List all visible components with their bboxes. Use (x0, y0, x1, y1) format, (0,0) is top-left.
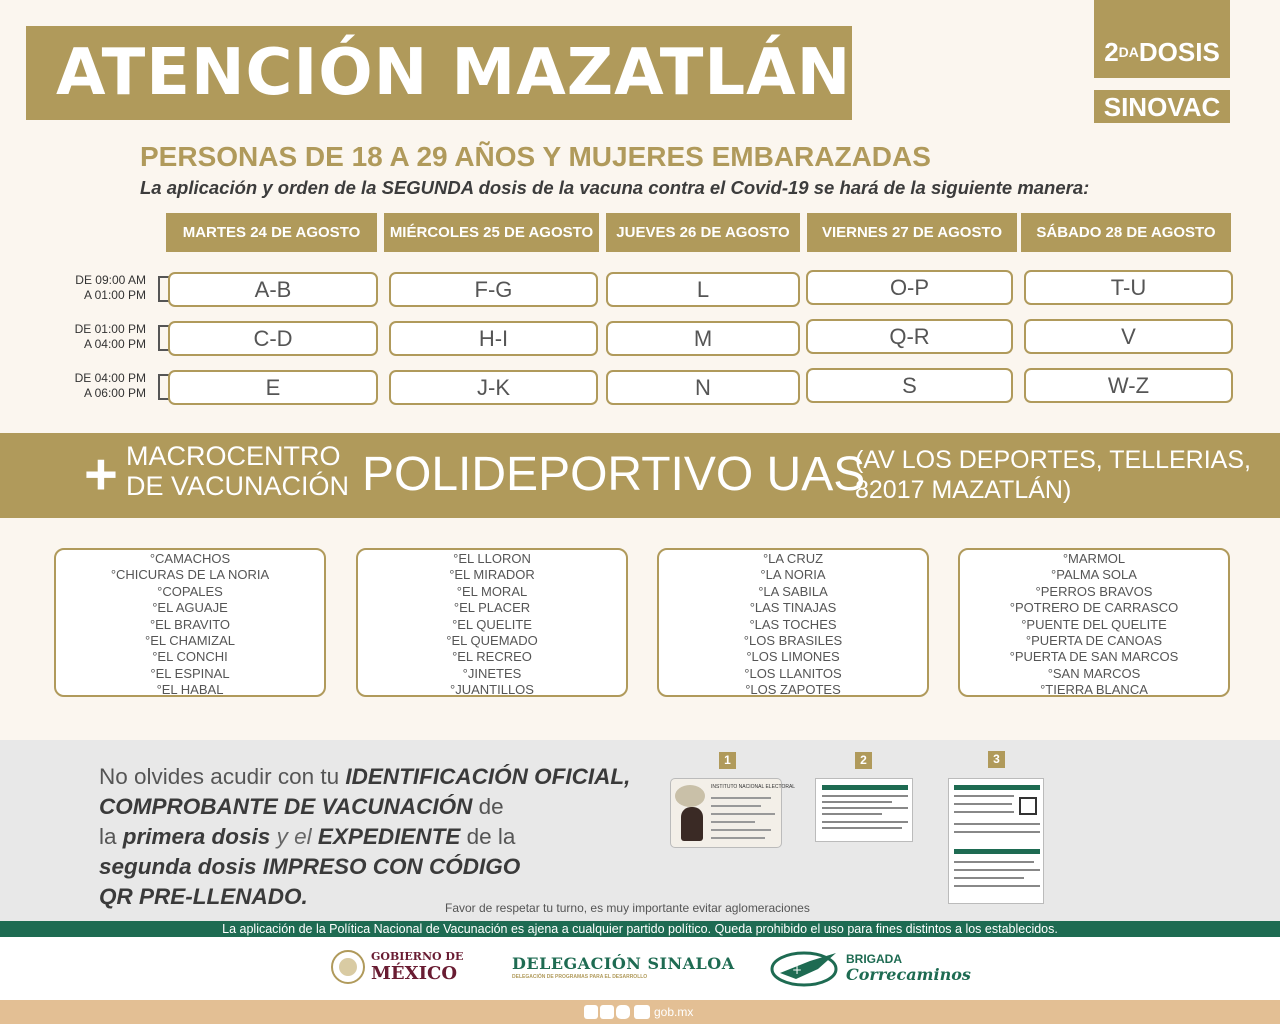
locality-item: °EL AGUAJE (152, 600, 228, 616)
plus-icon: + (84, 442, 118, 507)
day-header-thursday: JUEVES 26 DE AGOSTO (606, 213, 800, 252)
svg-text:+: + (792, 963, 803, 977)
letter-slot: E (168, 370, 378, 405)
time-to: A 01:00 PM (83, 288, 146, 302)
expediente-document-icon (948, 778, 1044, 904)
locality-item: °COPALES (157, 583, 223, 599)
locality-item: °EL RECREO (452, 649, 532, 665)
center-type (126, 441, 349, 501)
gob-site-link[interactable]: gob.mx (654, 1005, 694, 1019)
locality-item: °EL QUEMADO (446, 633, 538, 649)
req-text-part: de la (460, 824, 516, 849)
locality-item: °LOS ZAPOTES (745, 682, 841, 698)
locality-item: °LOS LLANITOS (744, 665, 842, 681)
letter-slot: N (606, 370, 800, 405)
dose-suffix: DA (1118, 44, 1139, 60)
locality-item: °CAMACHOS (149, 551, 231, 566)
locality-item: °LOS BRASILES (743, 633, 843, 649)
requirements-text (99, 762, 659, 912)
time-slot-2 (40, 322, 146, 352)
venue-address (855, 445, 1251, 505)
req-text-part: la (99, 824, 123, 849)
letter-slot: V (1024, 319, 1233, 354)
brigada-logo-line2: Correcaminos (846, 965, 971, 984)
respect-turn-note: Favor de respetar tu turno, es muy importante evitar aglomeraciones (445, 901, 810, 915)
brigada-logo-line1: BRIGADA (846, 952, 902, 966)
letter-slot: S (806, 368, 1013, 403)
disclaimer-bar: La aplicación de la Política Nacional de Vacunación es ajena a cualquier partido político. Queda prohibido el uso para fines distintos a los establecidos. (0, 921, 1280, 937)
footer-bar (0, 1000, 1280, 1024)
venue-name: POLIDEPORTIVO UAS (362, 448, 866, 501)
locality-item: °PUENTE DEL QUELITE (1021, 616, 1167, 632)
vaccine-badge: SINOVAC (1094, 90, 1230, 123)
req-text-part: IDENTIFICACIÓN OFICIAL, (345, 764, 631, 789)
vaccination-center-band (0, 433, 1280, 518)
page-title: ATENCIÓN MAZATLÁN (26, 26, 852, 120)
mexico-seal-icon (330, 949, 366, 985)
req-text-part: No olvides acudir con tu (99, 764, 346, 789)
locality-item: °LAS TINAJAS (749, 600, 837, 616)
logos-row (0, 937, 1280, 1000)
document-number: 1 (719, 752, 736, 769)
letter-slot: M (606, 321, 800, 356)
locality-item: °EL CHAMIZAL (145, 633, 235, 649)
letter-slot: W-Z (1024, 368, 1233, 403)
req-text-part: EXPEDIENTE (317, 824, 461, 849)
gob-logo-line2: MÉXICO (371, 963, 458, 984)
locality-list-3 (657, 548, 929, 697)
vaccination-certificate-icon (815, 778, 913, 842)
locality-list-2 (356, 548, 628, 697)
req-text-part: COMPROBANTE DE VACUNACIÓN (99, 794, 473, 819)
center-type-line1: MACROCENTRO (126, 441, 341, 471)
locality-item: °EL CONCHI (152, 649, 228, 665)
day-header-saturday: SÁBADO 28 DE AGOSTO (1021, 213, 1231, 252)
locality-item: °LA CRUZ (762, 551, 824, 566)
locality-item: °JUANTILLOS (450, 682, 534, 698)
time-from: DE 04:00 PM (74, 371, 146, 385)
id-card-icon (670, 778, 796, 848)
locality-item: °PUERTA DE SAN MARCOS (1009, 649, 1179, 665)
letter-slot: A-B (168, 272, 378, 307)
center-type-line2: DE VACUNACIÓN (126, 471, 350, 501)
instructions-subline: La aplicación y orden de la SEGUNDA dosis de la vacuna contra el Covid-19 se hará de la siguiente manera: (140, 177, 1090, 198)
locality-item: °LA NORIA (760, 567, 826, 583)
locality-item: °EL LLORON (453, 551, 531, 566)
delegacion-subtitle: DELEGACIÓN DE PROGRAMAS PARA EL DESARROLLO (512, 974, 648, 980)
day-header-wednesday: MIÉRCOLES 25 DE AGOSTO (384, 213, 599, 252)
youtube-icon[interactable] (634, 1005, 650, 1019)
locality-item: °EL MIRADOR (449, 567, 535, 583)
locality-item: °TIERRA BLANCA (1040, 682, 1148, 698)
time-slot-3 (40, 371, 146, 401)
audience-headline: PERSONAS DE 18 A 29 AÑOS Y MUJERES EMBARAZADAS (140, 141, 931, 172)
locality-item: °JINETES (462, 665, 522, 681)
correcaminos-logo-icon (770, 947, 840, 991)
gob-logo-line1: GOBIERNO DE (371, 950, 464, 963)
letter-slot: O-P (806, 270, 1013, 305)
locality-item: °SAN MARCOS (1047, 665, 1141, 681)
time-to: A 04:00 PM (83, 337, 146, 351)
address-line2: 82017 MAZATLÁN) (855, 476, 1072, 504)
time-from: DE 09:00 AM (75, 273, 146, 287)
delegacion-logo: DELEGACIÓN SINALOA (512, 954, 735, 973)
time-slot-1 (40, 273, 146, 303)
locality-item: °EL HABAL (156, 682, 224, 698)
req-text-part: primera dosis (122, 824, 271, 849)
time-from: DE 01:00 PM (74, 322, 146, 336)
letter-slot: C-D (168, 321, 378, 356)
locality-item: °EL MORAL (456, 583, 528, 599)
letter-slot: J-K (389, 370, 598, 405)
requirements-panel (0, 740, 1280, 921)
locality-item: °PERROS BRAVOS (1035, 583, 1153, 599)
instagram-icon[interactable] (616, 1005, 630, 1019)
req-text-part: de (472, 794, 504, 819)
document-number: 3 (988, 751, 1005, 768)
dose-word: DOSIS (1138, 36, 1220, 67)
letter-slot: Q-R (806, 319, 1013, 354)
locality-item: °CHICURAS DE LA NORIA (110, 567, 270, 583)
locality-item: °LOS LIMONES (746, 649, 840, 665)
locality-item: °EL QUELITE (452, 616, 532, 632)
letter-slot: H-I (389, 321, 598, 356)
locality-item: °EL PLACER (453, 600, 531, 616)
time-to: A 06:00 PM (83, 386, 146, 400)
day-header-tuesday: MARTES 24 DE AGOSTO (166, 213, 377, 252)
dose-badge (1094, 0, 1230, 78)
req-text-part: y el (270, 824, 318, 849)
address-line1: (AV LOS DEPORTES, TELLERIAS, (855, 446, 1251, 474)
letter-slot: L (606, 272, 800, 307)
facebook-icon[interactable] (584, 1005, 598, 1019)
locality-item: °PALMA SOLA (1051, 567, 1137, 583)
locality-item: °MARMOL (1062, 551, 1126, 566)
req-text-part: QR PRE-LLENADO. (99, 884, 308, 909)
dose-number: 2 (1104, 36, 1119, 67)
locality-item: °LAS TOCHES (749, 616, 837, 632)
locality-item: °EL BRAVITO (149, 616, 231, 632)
req-text-part: segunda dosis IMPRESO CON CÓDIGO (99, 854, 521, 879)
locality-item: °LA SABILA (758, 583, 828, 599)
letter-slot: T-U (1024, 270, 1233, 305)
locality-item: °PUERTA DE CANOAS (1025, 633, 1163, 649)
document-number: 2 (855, 752, 872, 769)
ine-label: INSTITUTO NACIONAL ELECTORAL (711, 784, 796, 790)
letter-slot: F-G (389, 272, 598, 307)
locality-list-4 (958, 548, 1230, 697)
twitter-icon[interactable] (600, 1005, 614, 1019)
locality-item: °POTRERO DE CARRASCO (1009, 600, 1179, 616)
locality-list-1 (54, 548, 326, 697)
day-header-friday: VIERNES 27 DE AGOSTO (807, 213, 1017, 252)
locality-item: °EL ESPINAL (150, 665, 230, 681)
